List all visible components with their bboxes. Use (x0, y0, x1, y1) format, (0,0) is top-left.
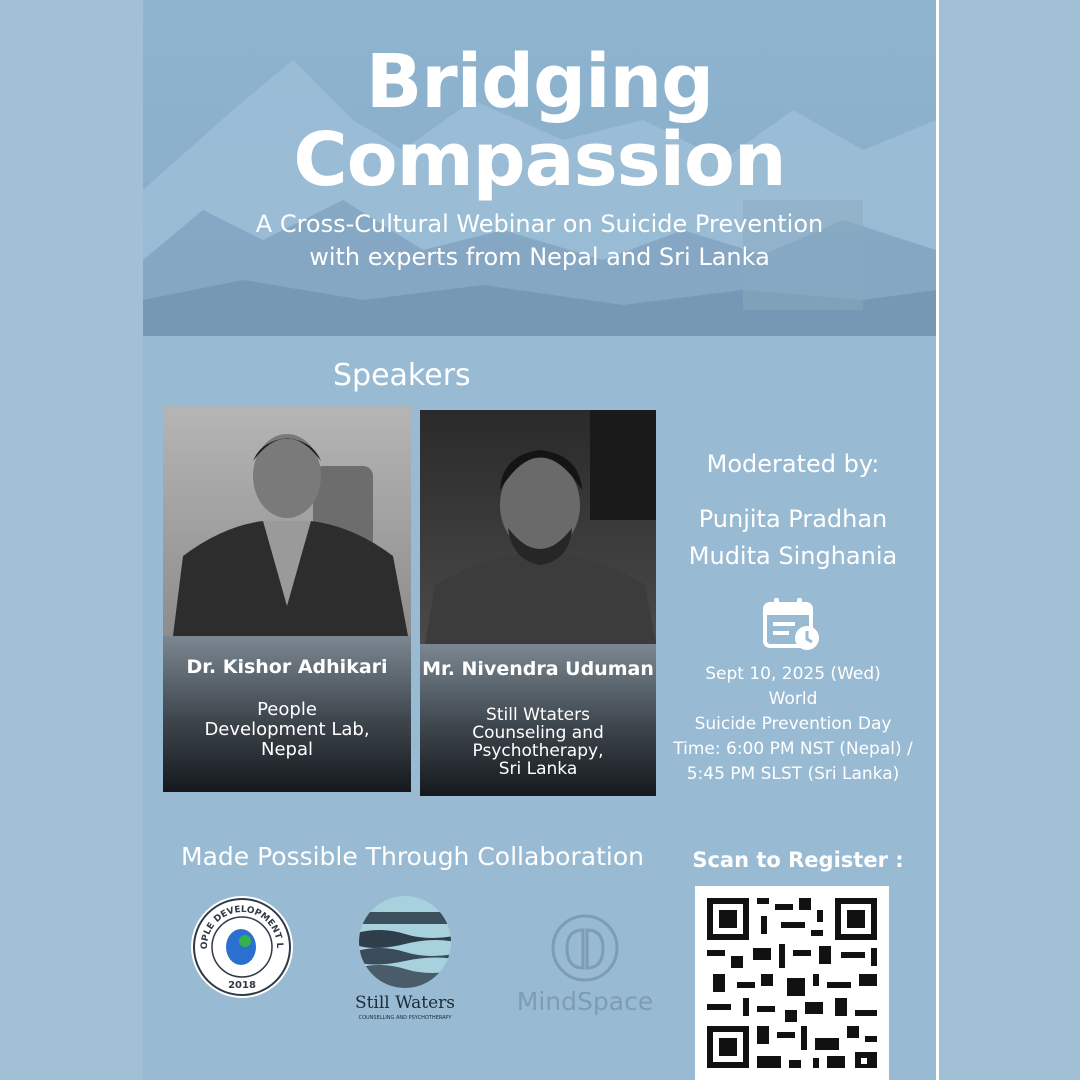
event-line: Time: 6:00 PM NST (Nepal) / (673, 739, 913, 759)
subtitle-line-2: with experts from Nepal and Sri Lanka (309, 243, 770, 271)
moderator-name: Punjita Pradhan (698, 505, 888, 533)
subtitle-line-1: A Cross-Cultural Webinar on Suicide Prevention (255, 210, 824, 238)
right-background (939, 0, 1080, 1080)
still-waters-subtext: COUNSELLING AND PSYCHOTHERAPY (358, 1015, 452, 1021)
qr-code-image (695, 886, 889, 1080)
collaboration-heading: Made Possible Through Collaboration (181, 842, 644, 871)
people-development-lab-logo (189, 894, 295, 1000)
title-line-2: Compassion (293, 117, 786, 203)
speakers-heading: Speakers (333, 358, 471, 393)
speaker-org-line: Psychotherapy, (472, 741, 604, 761)
speaker-name: Dr. Kishor Adhikari (186, 656, 388, 678)
scan-to-register-label: Scan to Register : (692, 848, 904, 872)
subtitle (143, 208, 936, 274)
speaker-org-line: Nepal (261, 739, 313, 760)
mindspace-logo (507, 910, 663, 1020)
poster (143, 0, 936, 1080)
hero-banner (143, 0, 936, 336)
speaker-caption-1 (163, 636, 411, 792)
speaker-org-line: Sri Lanka (498, 759, 578, 779)
registration-qr-code[interactable] (695, 886, 889, 1080)
event-line: World (768, 689, 818, 709)
left-background (0, 0, 143, 1080)
event-line: 5:45 PM SLST (Sri Lanka) (686, 764, 900, 784)
speaker-card-1 (163, 406, 411, 792)
speaker-photo-1 (163, 406, 411, 636)
still-waters-logo (343, 894, 469, 1024)
speaker-org-line: Still Wtaters (486, 705, 590, 725)
event-details (653, 662, 933, 787)
moderated-by-label: Moderated by: (706, 450, 880, 478)
event-line: Sept 10, 2025 (Wed) (705, 664, 881, 684)
speaker-caption-2 (420, 644, 656, 796)
speaker-org-line: Counseling and (472, 723, 604, 743)
speaker-card-2 (420, 410, 656, 796)
speaker-org (420, 706, 656, 778)
speaker-photo-2 (420, 410, 656, 644)
mindspace-text: MindSpace (516, 987, 654, 1016)
moderator-name: Mudita Singhania (688, 542, 898, 570)
event-line: Suicide Prevention Day (694, 714, 892, 734)
pdl-year: 2018 (228, 980, 256, 991)
divider-line (936, 0, 939, 1080)
still-waters-text: Still Waters (354, 993, 456, 1013)
speaker-name: Mr. Nivendra Uduman (422, 658, 654, 680)
calendar-clock-icon (762, 596, 822, 652)
title-line-1: Bridging (365, 39, 714, 125)
speaker-org-line: Development Lab, (204, 719, 370, 740)
speaker-org (163, 700, 411, 760)
speaker-org-line: People (257, 699, 317, 720)
pdl-ring-text: OPLE DEVELOPMENT L (199, 904, 285, 950)
